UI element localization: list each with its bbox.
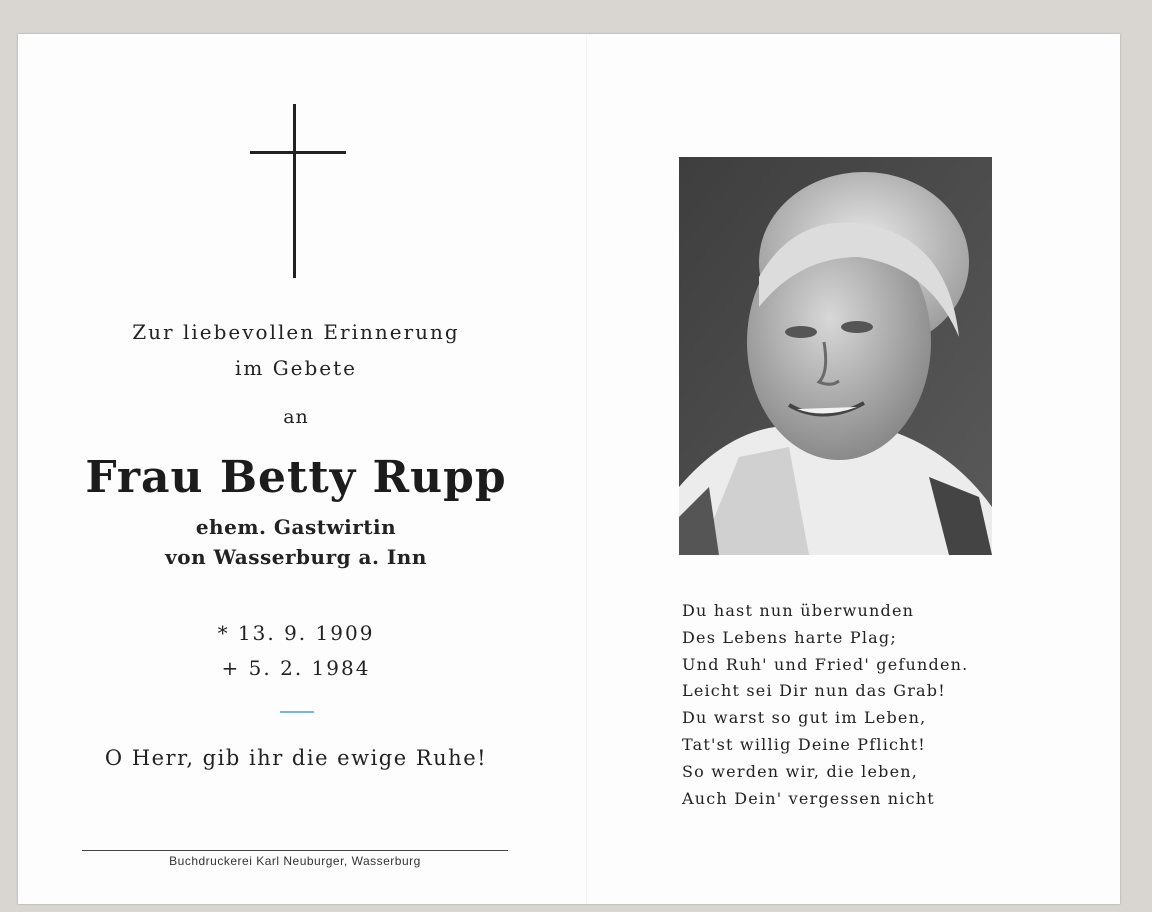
- printer-credit: Buchdruckerei Karl Neuburger, Wasserburg: [169, 854, 421, 868]
- birth-date: * 13. 9. 1909: [217, 621, 375, 645]
- cross-icon-bar: [250, 151, 346, 154]
- occupation-line-1: ehem. Gastwirtin: [195, 515, 397, 539]
- intro-text: [18, 314, 574, 386]
- prayer-text: O Herr, gib ihr die ewige Ruhe!: [104, 746, 488, 770]
- deceased-name: Frau Betty Rupp: [85, 452, 507, 503]
- poem-line: Auch Dein' vergessen nicht: [682, 788, 935, 808]
- portrait-photo: [679, 157, 992, 555]
- intro-line-1: Zur liebevollen Erinnerung: [132, 320, 460, 344]
- occupation: [18, 512, 574, 572]
- poem-line: Leicht sei Dir nun das Grab!: [682, 681, 946, 701]
- separator-line: [280, 711, 314, 713]
- poem-line: Des Lebens harte Plag;: [682, 627, 897, 647]
- an-text: an: [283, 406, 309, 428]
- life-dates: [18, 616, 574, 686]
- poem-line: Du warst so gut im Leben,: [682, 708, 927, 728]
- poem: [682, 598, 968, 812]
- poem-line: Und Ruh' und Fried' gefunden.: [682, 654, 969, 674]
- card-fold: [586, 34, 587, 904]
- occupation-line-2: von Wasserburg a. Inn: [165, 545, 427, 569]
- cross-icon: [293, 104, 296, 278]
- intro-line-2: im Gebete: [234, 356, 358, 380]
- poem-line: Tat'st willig Deine Pflicht!: [682, 734, 926, 754]
- poem-line: So werden wir, die leben,: [682, 761, 919, 781]
- left-panel: [18, 34, 586, 904]
- memorial-card: [18, 34, 1120, 904]
- poem-line: Du hast nun überwunden: [682, 601, 915, 620]
- footer-rule: [82, 850, 508, 851]
- death-date: + 5. 2. 1984: [221, 656, 371, 680]
